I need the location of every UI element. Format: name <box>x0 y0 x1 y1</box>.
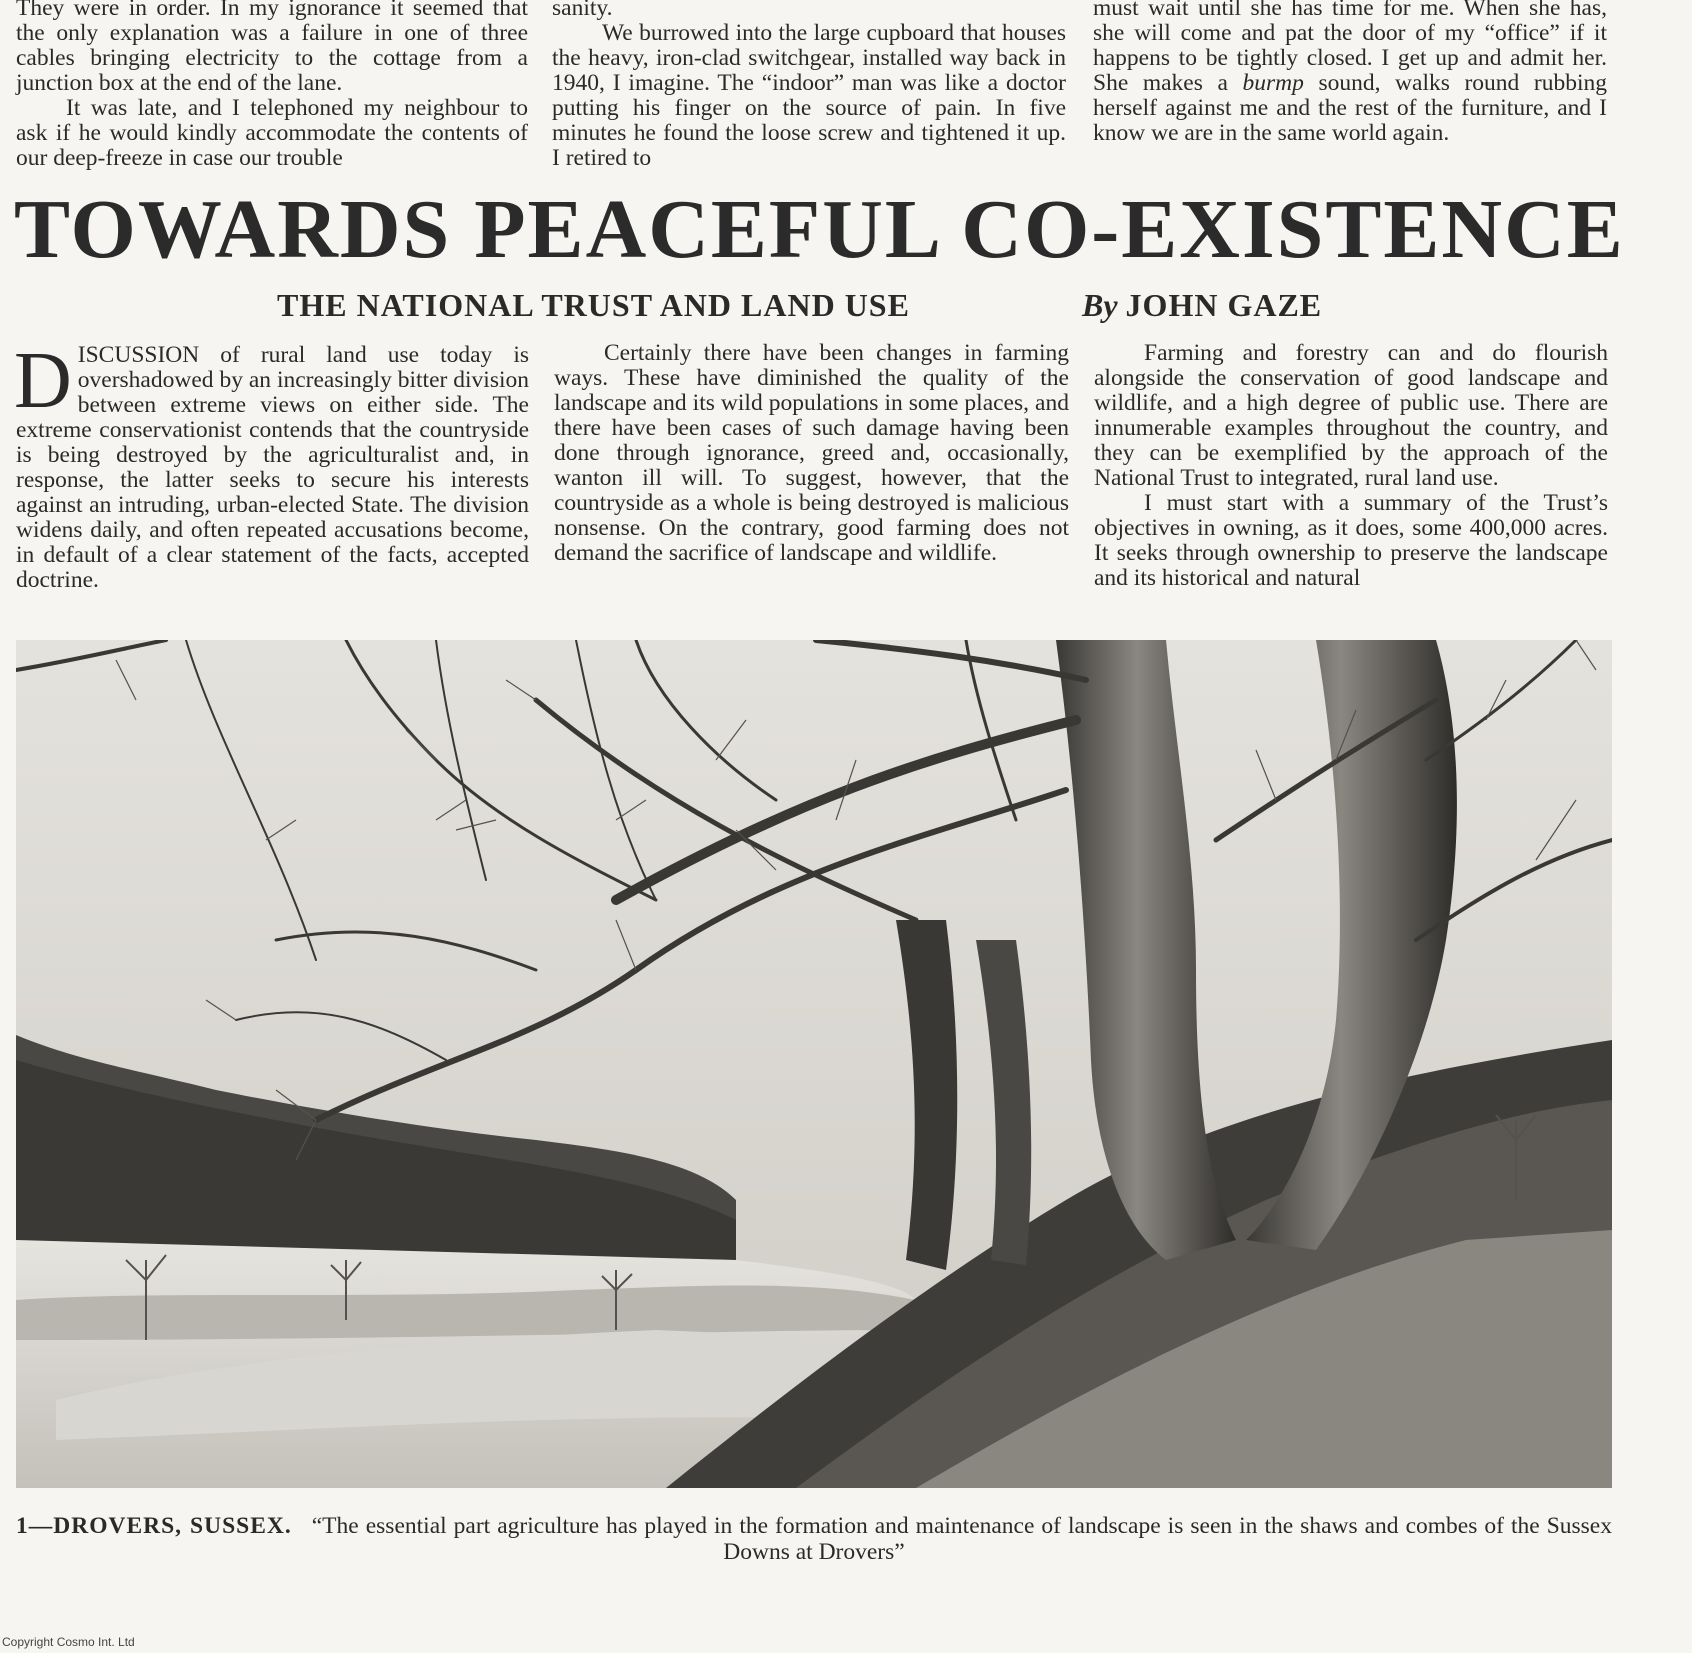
drop-cap: D <box>14 337 72 425</box>
landscape-photo <box>16 640 1612 1488</box>
photo-caption <box>16 1513 1612 1565</box>
paragraph <box>1093 0 1607 146</box>
paragraph: We burrowed into the large cupboard that houses the heavy, iron-clad switchgear, installed way back in 1940, I imagine. The “indoor” man was like a doctor putting his finger on the source of pain. In five minutes he found the loose screw and tightened it up. I retired to <box>552 20 1066 171</box>
paragraph: They were in order. In my ignorance it seemed that the only explanation was a failure in one of three cables bringing electricity to the cottage from a junction box at the end of the lane. <box>16 0 528 96</box>
top-left-column <box>16 0 528 171</box>
caption-number: 1—DROVERS, SUSSEX. <box>16 1513 292 1539</box>
article-left-column <box>14 337 529 593</box>
text-run: ISCUSSION of rural land use today is overshadowed by an increasingly bitter division between extreme views on either side. The extreme conservationist contends that the countryside is being destroyed by the agriculturalist and, in response, the latter seeks to secure his interests against an intruding, urban-elected State. The division widens daily, and often repeated accusations become, in default of a clear statement of the facts, accepted doctrine. <box>16 342 529 593</box>
article-middle-column <box>554 341 1069 566</box>
paragraph <box>14 337 529 593</box>
paragraph: Farming and forestry can and do flourish alongside the conservation of good landscape and wildlife, and a high degree of public use. There are innumerable examples throughout the country, and they can be exemplified by the approach of the National Trust to integrated, rural land use. <box>1094 340 1608 491</box>
byline-author: JOHN GAZE <box>1125 287 1323 323</box>
paragraph: It was late, and I telephoned my neighbour to ask if he would kindly accommodate the contents of our deep-freeze in case our trouble <box>16 95 528 171</box>
paragraph: I must start with a summary of the Trust’s objectives in owning, as it does, some 400,000 acres. It seeks through ownership to preserve the landscape and its historical and natural <box>1094 490 1608 591</box>
subhead: THE NATIONAL TRUST AND LAND USE <box>277 287 910 323</box>
top-middle-column <box>552 0 1066 171</box>
text-run: must wait until she has time for me. When she has, she will come and pat the door of my “office” if it happens to be tightly closed. I get up and admit her. She makes a <box>1093 0 1607 96</box>
top-right-column <box>1093 0 1607 146</box>
text-run: sound, walks round rubbing herself against me and the rest of the furniture, and I know we are in the same world again. <box>1093 70 1607 146</box>
italic-word: burmp <box>1242 70 1304 96</box>
copyright-notice: Copyright Cosmo Int. Ltd <box>2 1635 135 1649</box>
headline: TOWARDS PEACEFUL CO-EXISTENCE <box>14 183 1625 276</box>
byline-by: By <box>1082 287 1118 323</box>
byline <box>1082 287 1322 324</box>
paragraph: Certainly there have been changes in farming ways. These have diminished the quality of the landscape and its wild populations in some places, and there have been cases of such damage having been done through ignorance, greed and, occasionally, wanton ill will. To suggest, however, that the countryside as a whole is being destroyed is malicious nonsense. On the contrary, good farming does not demand the sacrifice of landscape and wildlife. <box>554 340 1069 566</box>
article-right-column <box>1094 341 1608 591</box>
paragraph: sanity. <box>552 0 613 21</box>
caption-text: “The essential part agriculture has played in the formation and maintenance of landscape is seen in the shaws and combes of the Sussex Downs at Drovers” <box>311 1513 1612 1565</box>
